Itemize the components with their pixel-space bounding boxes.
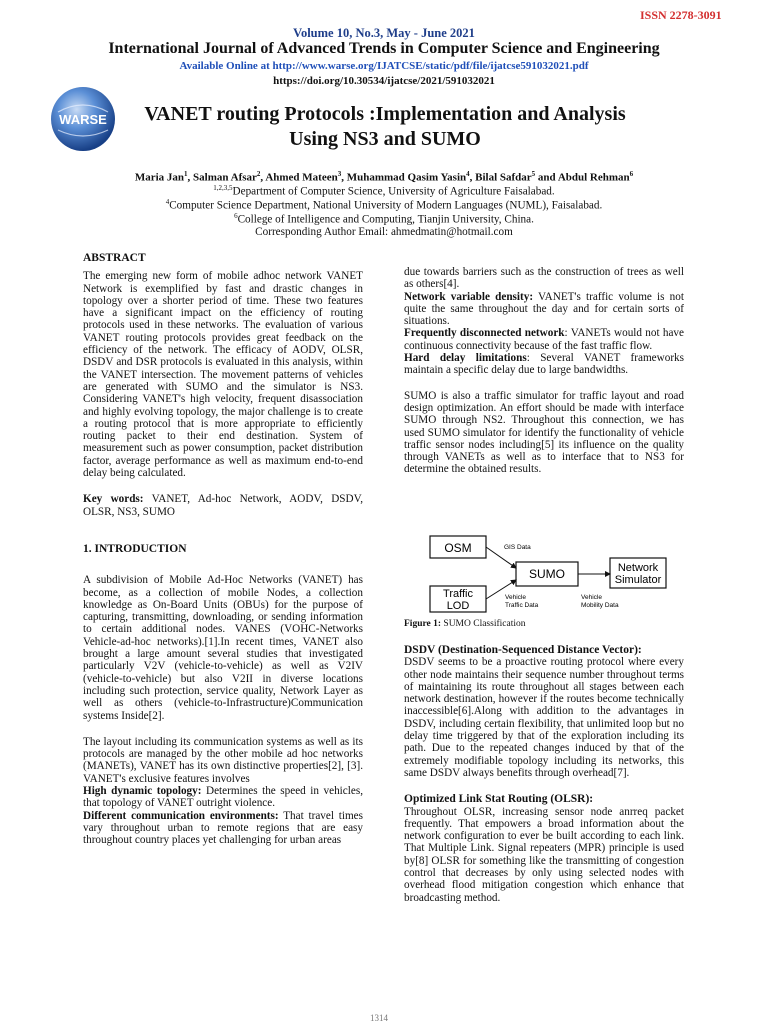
olsr-paragraph: Throughout OLSR, increasing sensor node anrreq packet frequently. That empowers a broad information about the network configuration to ever be built according to each link. That Multiple Link. Signal repeaters (MPR) principle is used by[8] OLSR for something like the transmitting of congestion control that decreases by only using selected nodes with overhead flood mitigation congestion which enhance that broadcasting method. bbox=[404, 805, 684, 904]
sumo-label: SUMO bbox=[529, 567, 565, 581]
affiliation-1: $^{1,2,3,5}$Department of Computer Science, University of Agriculture Faisalabad. bbox=[213, 184, 555, 198]
feature-network-variable-density: Network variable density: VANET's traffic volume is not quite the same throughout the day and for certain sorts of situations. bbox=[404, 290, 684, 328]
dsdv-heading: DSDV (Destination-Sequenced Distance Vector): bbox=[404, 644, 642, 656]
title-line-1: VANET routing Protocols :Implementation and Analysis bbox=[144, 103, 626, 125]
abstract-heading: ABSTRACT bbox=[83, 252, 146, 264]
available-online-link[interactable]: Available Online at http://www.warse.org/IJATCSE/static/pdf/file/ijatcse591032021.pdf bbox=[179, 60, 589, 72]
warse-logo bbox=[48, 84, 118, 154]
page-number: 1314 bbox=[370, 1013, 388, 1023]
vehicle-mobility-label-2: Mobility Data bbox=[581, 602, 619, 609]
vehicle-traffic-label-2: Traffic Data bbox=[505, 602, 539, 609]
abstract-text: The emerging new form of mobile adhoc network VANET Network is exemplified by fast and drastic changes in topology over a shorter period of time. These two features have a significant impact on the efficiency of routing protocols used in these networks. The evaluation of various VANET routing protocols provides great feedback on the efficiency of the network. The efficacy of AODV, OLSR, DSDV and DSR protocols is evaluated in this analysis, within the VANET intersection. The movement patterns of vehicles are generated with SUMO and the simulator is NS3. Considering VANET's high velocity, frequent disassociation and highly evolving topology, the major challenge is to create a routing protocol that is more appropriate to efficiently routing packet to their end destination. System of measurement such as power consumption, packet distribution factor, average performance as well as maximum end-to-end delay being calculated. bbox=[83, 270, 363, 480]
issn: ISSN 2278-3091 bbox=[640, 8, 722, 22]
author: Abdul Rehman bbox=[557, 171, 630, 184]
network-label: Network bbox=[617, 562, 659, 574]
author: Muhammad Qasim Yasin bbox=[346, 171, 467, 184]
author-list: Maria Jan$^1$, Salman Afsar$^2$, Ahmed Mateen$^3$, Muhammad Qasim Yasin$^4$, Bilal Safdar$^5$ and Abdul Rehman$^6$ bbox=[134, 170, 634, 184]
gis-data-label: GIS Data bbox=[504, 544, 531, 551]
simulator-label: Simulator bbox=[614, 574, 662, 586]
volume-info: Volume 10, No.3, May - June 2021 bbox=[293, 26, 475, 40]
figure-caption: Figure 1: SUMO Classification bbox=[404, 619, 526, 629]
doi-link[interactable]: https://doi.org/10.30534/ijatcse/2021/591032021 bbox=[273, 75, 495, 87]
feature-hard-delay: Hard delay limitations: Several VANET frameworks maintain a specific delay due to large bandwidths. bbox=[404, 352, 684, 377]
feature-high-dynamic-topology: High dynamic topology: Determines the speed in vehicles, that topology of VANET outright violence. bbox=[83, 784, 363, 810]
affiliation-3: $^6$College of Intelligence and Computing, Tianjin University, China. bbox=[234, 212, 534, 226]
keywords: Key words: VANET, Ad-hoc Network, AODV, DSDV, OLSR, NS3, SUMO bbox=[83, 493, 364, 518]
journal-name: International Journal of Advanced Trends in Computer Science and Engineering bbox=[108, 40, 660, 57]
corresponding-email: Corresponding Author Email: ahmedmatin@hotmail.com bbox=[255, 226, 513, 238]
intro-heading: 1. INTRODUCTION bbox=[83, 542, 187, 555]
vehicle-traffic-label-1: Vehicle bbox=[505, 594, 526, 601]
paper-title bbox=[120, 102, 650, 152]
sumo-classification-diagram bbox=[418, 528, 673, 618]
sumo-paragraph: SUMO is also a traffic simulator for traffic layout and road design optimization. An effort should be made with interface SUMO through NS2. Throughout this connection, we has used SUMO simulator for identify the functionality of vehicle traffic sensor nodes including[5] its influence on the quality through VANETs as well as to interface that to NS3 for determine the obtained results. bbox=[404, 389, 684, 476]
traffic-label: Traffic bbox=[443, 588, 473, 600]
vehicle-mobility-label-1: Vehicle bbox=[581, 594, 602, 601]
right-column-top bbox=[404, 266, 684, 476]
lod-label: LOD bbox=[446, 600, 470, 612]
intro-paragraph-1: A subdivision of Mobile Ad-Hoc Networks (VANET) has become, as a collection of mobile Nodes, a collection knowledge as On-Board Units (OBUs) for the purpose of capturing, transmitting, downloading, or sending information to certain additional nodes. VANES (VOHC-Networks Vehicle-ad-hoc networks).[1].In recent times, VANET also brought a large amount several studies that investigated particularly V2V (vehicle-to-vehicle) as well as V2IV (vehicle-to-vehicle) but also V2II in diverse locations including such protection, service quality, Network Layer as well as others (vehicle-to-Infrastructure)Communication systems Inside[2]. bbox=[83, 574, 363, 722]
continued-text: due towards barriers such as the construction of trees as well as others[4]. bbox=[404, 266, 684, 291]
feature-communication-environments: Different communication environments: That travel times vary throughout urban to remote regions that are easy throughout country places yet challenging for urban areas bbox=[83, 809, 363, 847]
author: Bilal Safdar bbox=[475, 171, 532, 184]
right-column-bottom bbox=[404, 644, 684, 904]
affiliation-2: $^4$Computer Science Department, National University of Modern Languages (NUML), Faisalabad. bbox=[165, 198, 603, 212]
title-line-2: Using NS3 and SUMO bbox=[289, 128, 481, 150]
author: Salman Afsar bbox=[193, 171, 257, 184]
intro-paragraph-2: The layout including its communication systems as well as its protocols are managed by the other mobile ad hoc networks (MANETs), VANET has its own distinctive properties[2], [3]. VANET's exclusive features involves bbox=[83, 735, 363, 785]
left-column bbox=[83, 252, 363, 846]
author: Maria Jan bbox=[134, 171, 185, 184]
feature-frequently-disconnected: Frequently disconnected network: VANETs would not have continuous connectivity because of the fast traffic flow. bbox=[404, 327, 684, 352]
logo-text: WARSE bbox=[59, 112, 107, 127]
dsdv-paragraph: DSDV seems to be a proactive routing protocol where every other node maintains their sequence number throughout terms of maintaining its route throughout all stages between each network destination, however if the routes become technically inaccessible[6].Along with addition to the advantages in DSDV, including certain flexibility, that unlimited loop but no delay time triggered by that of the exploration including its path. Due to the repeated changes induced by that of the extremely modifiable topology including its networks, this same DSDV always benefits through overhead[7]. bbox=[404, 656, 684, 779]
author: Ahmed Mateen bbox=[265, 171, 338, 184]
olsr-heading: Optimized Link Stat Routing (OLSR): bbox=[404, 793, 594, 806]
osm-label: OSM bbox=[444, 541, 472, 555]
